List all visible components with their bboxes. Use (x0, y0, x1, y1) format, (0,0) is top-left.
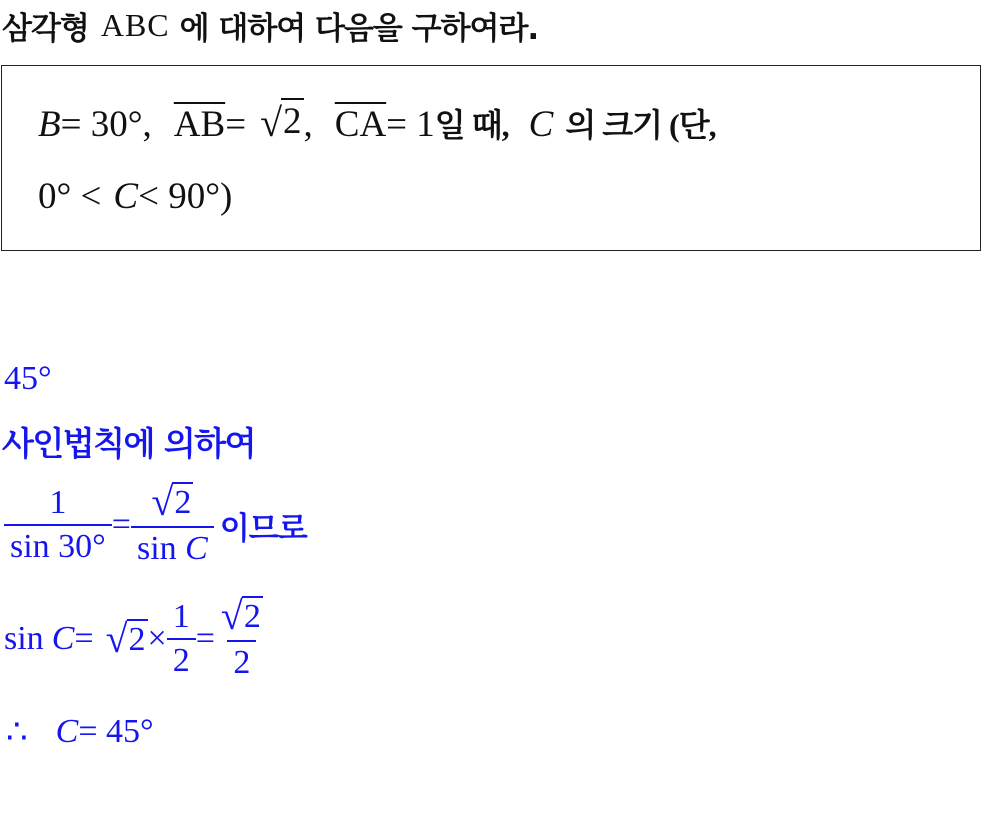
fraction-right-denominator (131, 526, 214, 568)
sqrt-ab-arg: 2 (281, 98, 304, 143)
sqrt-2 (105, 616, 148, 661)
segment-ab: $\overline{AB}$ (173, 104, 226, 145)
radical-sign: √ (151, 479, 174, 524)
question-suffix: 에 대하여 다음을 구하여라. (179, 10, 539, 47)
equals-sign: = (74, 620, 94, 657)
angle-c-var: C (51, 620, 75, 657)
fraction-result (215, 593, 269, 682)
fraction-right (131, 479, 214, 568)
fraction-result-denominator: 2 (227, 640, 256, 682)
sqrt-numerator (151, 479, 193, 524)
sin-fn: sin (4, 620, 44, 657)
sqrt-result (220, 593, 263, 638)
equals-sign-2: = (195, 620, 215, 657)
angle-c-var: C (55, 713, 79, 750)
radical-sign: √ (220, 593, 243, 638)
problem-line-2 (38, 175, 232, 218)
question-title (2, 0, 538, 50)
fraction-left-denominator: sin 30° (4, 524, 112, 566)
equation-3 (6, 712, 154, 752)
when-text: 일 때, (434, 107, 509, 143)
equation-2 (4, 593, 269, 682)
problem-box (1, 65, 981, 251)
sqrt-result-arg: 2 (243, 598, 261, 635)
sqrt-ab (260, 98, 303, 143)
therefore-text: 이므로 (219, 510, 307, 546)
angle-b-value: = 30°, (60, 104, 152, 145)
sqrt-2-arg: 2 (128, 621, 146, 658)
separator: , (303, 104, 313, 145)
sqrt-numerator-arg: 2 (174, 484, 192, 521)
law-of-sines-text: 사인법칙에 의하여 (2, 424, 256, 463)
question-prefix: 삼각형 (2, 10, 89, 47)
times-sign: × (147, 620, 167, 657)
radical-sign: √ (260, 100, 283, 145)
equals-sign: = (111, 506, 131, 543)
equation-1 (4, 479, 307, 568)
fraction-left-numerator: 1 (49, 484, 67, 521)
segment-ca: $\overline{CA}$ (334, 104, 387, 145)
condition-left: 0° < (38, 176, 102, 217)
angle-c-var: C (528, 104, 554, 145)
size-text: 의 크기 (단, (565, 107, 716, 143)
triangle-label: ABC (100, 6, 170, 43)
fraction-result-numerator (215, 593, 269, 640)
fraction-right-numerator (145, 479, 199, 526)
condition-var: C (113, 176, 139, 217)
fraction-half-denominator: 2 (167, 638, 196, 680)
sin-fn: sin (136, 530, 177, 567)
fraction-half-numerator: 1 (172, 598, 190, 635)
segment-ab-equals: = (225, 104, 247, 145)
therefore-symbol: ∴ (6, 714, 28, 751)
final-value: = 45° (78, 713, 154, 750)
fraction-left (4, 484, 112, 566)
fraction-half (167, 598, 196, 680)
answer-value: 45° (4, 360, 52, 397)
segment-ca-value: = 1 (386, 104, 435, 145)
radical-sign: √ (105, 616, 128, 661)
angle-b-var: B (38, 104, 61, 145)
angle-c-var: C (185, 530, 208, 567)
problem-line-1 (38, 98, 716, 146)
condition-right: < 90°) (138, 176, 233, 217)
